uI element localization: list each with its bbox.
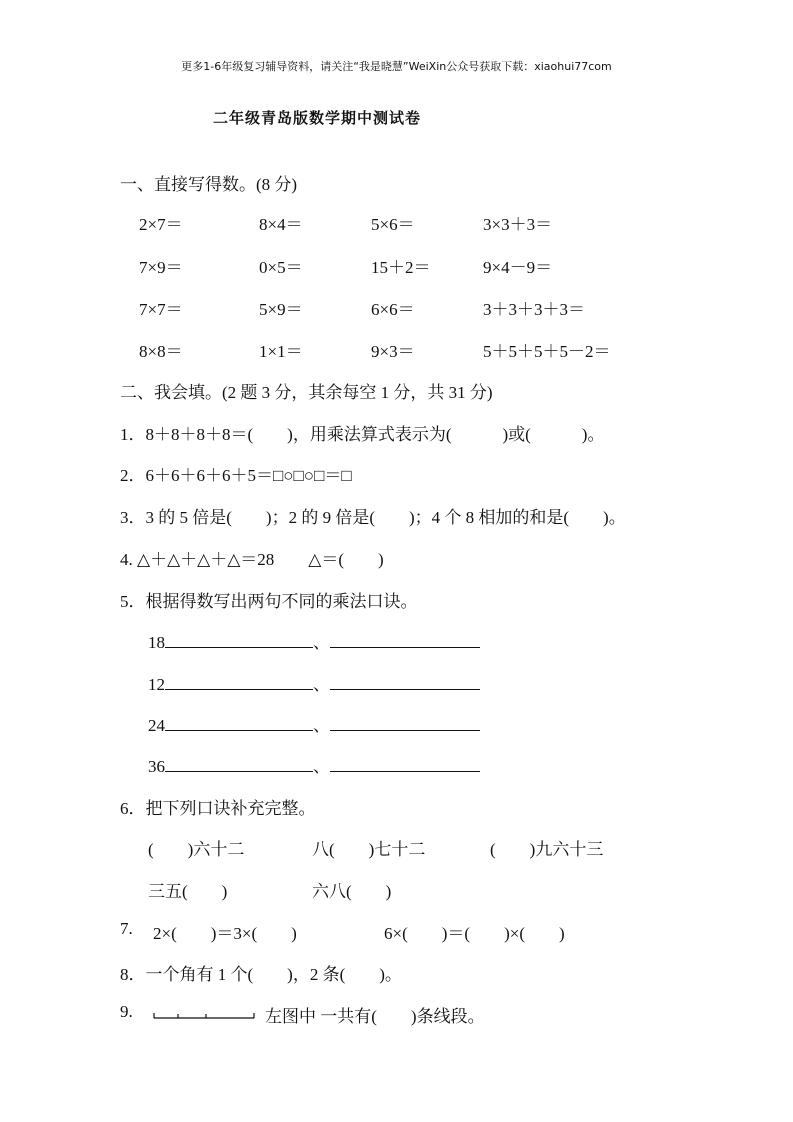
arith-item: 7×9＝	[139, 258, 183, 277]
answer-blank[interactable]	[330, 632, 480, 648]
question-4: 4. △＋△＋△＋△＝28 △＝( )	[120, 550, 384, 569]
rhyme-item: ( )九六十三	[490, 840, 604, 859]
question-2: 2．6＋6＋6＋6＋5＝□○□○□＝□	[120, 466, 352, 485]
question-5: 5．根据得数写出两句不同的乘法口诀。	[120, 592, 418, 611]
separator: 、	[313, 757, 330, 776]
answer-blank[interactable]	[330, 715, 480, 731]
question-7b: 6×( )＝( )×( )	[384, 924, 565, 943]
arith-item: 15＋2＝	[371, 258, 431, 277]
answer-blank[interactable]	[165, 632, 313, 648]
question-9-label: 9.	[120, 1002, 133, 1021]
arith-item: 5＋5＋5＋5－2＝	[483, 342, 611, 361]
arith-item: 9×3＝	[371, 342, 415, 361]
answer-row	[148, 670, 480, 695]
arith-item: 5×6＝	[371, 215, 415, 234]
separator: 、	[313, 633, 330, 652]
page-header: 更多1-6年级复习辅导资料，请关注“我是晓慧”WeiXin公众号获取下载：xiaohui77com	[181, 60, 612, 73]
page-title: 二年级青岛版数学期中测试卷	[213, 109, 422, 127]
arith-item: 1×1＝	[259, 342, 303, 361]
answer-blank[interactable]	[165, 715, 313, 731]
arith-item: 3×3＋3＝	[483, 215, 553, 234]
answer-blank[interactable]	[330, 756, 480, 772]
rhyme-item: 六八( )	[312, 882, 392, 901]
answer-number: 36	[148, 757, 165, 776]
arith-item: 8×4＝	[259, 215, 303, 234]
answer-blank[interactable]	[165, 756, 313, 772]
separator: 、	[313, 675, 330, 694]
line-segment-figure	[150, 1005, 258, 1025]
arith-item: 9×4－9＝	[483, 258, 553, 277]
section-1-heading: 一、直接写得数。(8 分)	[120, 175, 298, 194]
rhyme-item: 三五( )	[148, 882, 228, 901]
section-2-heading: 二、我会填。(2 题 3 分，其余每空 1 分，共 31 分)	[120, 383, 493, 402]
question-6: 6．把下列口诀补充完整。	[120, 799, 316, 818]
arith-item: 8×8＝	[139, 342, 183, 361]
question-9-text: 左图中 一共有( )条线段。	[265, 1007, 485, 1026]
answer-row	[148, 628, 480, 653]
separator: 、	[313, 716, 330, 735]
question-7-label: 7.	[120, 919, 133, 938]
question-1: 1．8＋8＋8＋8＝( )，用乘法算式表示为( )或( )。	[120, 425, 605, 444]
answer-number: 24	[148, 716, 165, 735]
arith-item: 7×7＝	[139, 300, 183, 319]
answer-number: 12	[148, 675, 165, 694]
arith-item: 5×9＝	[259, 300, 303, 319]
arith-item: 2×7＝	[139, 215, 183, 234]
answer-row	[148, 711, 480, 736]
arith-item: 0×5＝	[259, 258, 303, 277]
question-7a: 2×( )＝3×( )	[153, 924, 297, 943]
question-8: 8．一个角有 1 个( )，2 条( )。	[120, 965, 402, 984]
answer-row	[148, 752, 480, 777]
rhyme-item: ( )六十二	[148, 840, 245, 859]
arith-item: 3＋3＋3＋3＝	[483, 300, 585, 319]
arith-item: 6×6＝	[371, 300, 415, 319]
question-3: 3．3 的 5 倍是( )；2 的 9 倍是( )；4 个 8 相加的和是( )。	[120, 508, 626, 527]
answer-number: 18	[148, 633, 165, 652]
rhyme-item: 八( )七十二	[312, 840, 426, 859]
answer-blank[interactable]	[330, 674, 480, 690]
answer-blank[interactable]	[165, 674, 313, 690]
